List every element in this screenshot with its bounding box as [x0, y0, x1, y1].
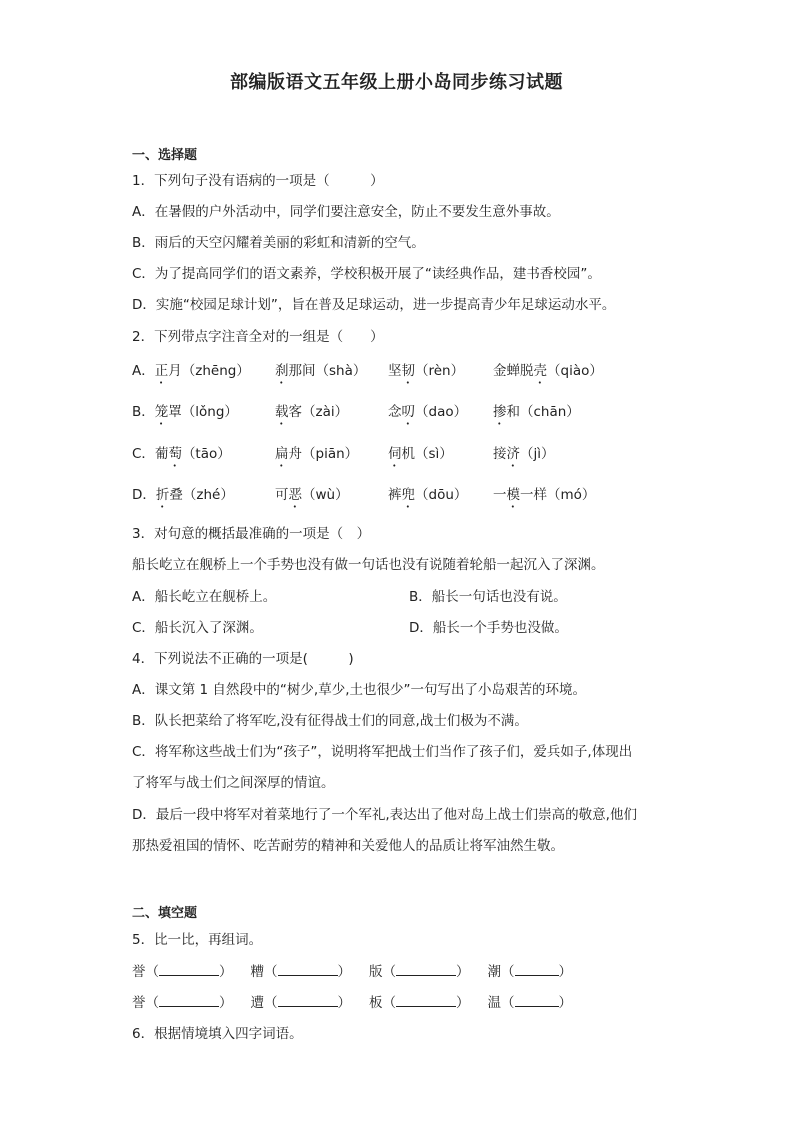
question-1-stem: 1．下列句子没有语病的一项是（ ） — [132, 173, 384, 189]
pinyin: （wù） — [302, 487, 349, 503]
question-3-option-b: B．船长一句话也没有说。 — [409, 589, 567, 605]
question-5-stem: 5．比一比，再组词。 — [132, 932, 263, 948]
question-4-option-d-line2: 那热爱祖国的情怀、吃苦耐劳的精神和关爱他人的品质让将军油然生敬。 — [132, 838, 564, 854]
question-2-word — [275, 444, 358, 470]
answer-blank[interactable] — [396, 961, 456, 976]
word-part: 念 — [388, 404, 402, 420]
question-4-option-a: A．课文第 1 自然段中的“树少,草少,土也很少”一句写出了小岛艰苦的环境。 — [132, 682, 586, 698]
question-2-stem: 2．下列带点字注音全对的一组是（ ） — [132, 329, 384, 345]
question-4-option-c-line2: 了将军与战士们之间深厚的情谊。 — [132, 775, 335, 791]
question-2-word — [388, 361, 464, 387]
dotted-char: 伺 — [388, 446, 402, 462]
dotted-char: 折 — [155, 487, 170, 503]
char-label: 誉（ — [132, 995, 159, 1011]
word-part: 葡 — [154, 446, 169, 462]
word-part: 机 — [401, 446, 415, 462]
word-part: 舟 — [288, 446, 302, 462]
question-2-word — [132, 485, 234, 511]
pinyin: （zhēng） — [181, 363, 250, 379]
pinyin: （dōu） — [415, 487, 468, 503]
word-part: 和 — [506, 404, 520, 420]
option-label: B． — [132, 404, 155, 420]
dotted-char: 萄 — [168, 446, 182, 462]
pinyin: （piān） — [302, 446, 359, 462]
question-2-word — [388, 402, 467, 428]
char-label: 版（ — [369, 964, 396, 980]
dotted-char: 刹 — [275, 363, 289, 379]
pinyin: （qiào） — [547, 363, 603, 379]
question-2-word — [493, 361, 603, 387]
question-6-stem: 6．根据情境填入四字词语。 — [132, 1026, 303, 1042]
word-part: 月 — [168, 363, 182, 379]
answer-blank[interactable] — [159, 961, 219, 976]
dotted-char: 济 — [506, 446, 520, 462]
pinyin: （tāo） — [181, 446, 231, 462]
section-heading-fill: 二、填空题 — [132, 906, 198, 921]
char-label: 温（ — [487, 995, 515, 1011]
char-label: 糟（ — [250, 964, 278, 980]
question-3-option-a: A．船长屹立在舰桥上。 — [132, 589, 277, 605]
dotted-char: 扁 — [275, 446, 289, 462]
char-label: 潮（ — [487, 964, 515, 980]
char-label: ） — [219, 995, 233, 1011]
question-2-word — [275, 402, 348, 428]
dotted-char: 载 — [275, 404, 289, 420]
pinyin: （sì） — [415, 446, 453, 462]
dotted-char: 笼 — [154, 404, 169, 420]
question-3-option-d: D．船长一个手势也没做。 — [409, 620, 568, 636]
word-part: 一 — [493, 487, 507, 503]
char-label: ） — [219, 964, 233, 980]
question-1-option-a: A．在暑假的户外活动中，同学们要注意安全，防止不要发生意外事故。 — [132, 204, 560, 220]
question-4-option-d-line1: D．最后一段中将军对着菜地行了一个军礼,表达出了他对岛上战士们崇高的敬意,他们 — [132, 807, 637, 823]
word-part: 叠 — [169, 487, 183, 503]
question-1-option-b: B．雨后的天空闪耀着美丽的彩虹和清新的空气。 — [132, 235, 425, 251]
pinyin: （lǒng） — [181, 404, 238, 420]
question-2-word — [388, 444, 453, 470]
pinyin: （chān） — [520, 404, 580, 420]
section-heading-choice: 一、选择题 — [132, 148, 198, 163]
answer-blank[interactable] — [159, 992, 219, 1007]
question-2-word — [132, 361, 250, 387]
word-part: 客 — [288, 404, 302, 420]
char-label: ） — [558, 995, 572, 1011]
pinyin: （shà） — [315, 363, 367, 379]
question-4-option-b: B．队长把菜给了将军吃,没有征得战士们的同意,战士们极为不满。 — [132, 713, 528, 729]
char-label: ） — [558, 964, 572, 980]
pinyin: （zhé） — [182, 487, 234, 503]
dotted-char: 恶 — [288, 487, 302, 503]
dotted-char: 兜 — [401, 487, 415, 503]
answer-blank[interactable] — [278, 961, 338, 976]
answer-blank[interactable] — [515, 992, 559, 1007]
char-label: ） — [456, 995, 470, 1011]
dotted-char: 壳 — [533, 363, 547, 379]
pinyin: （rèn） — [415, 363, 465, 379]
pinyin: （dao） — [415, 404, 468, 420]
char-label: 遭（ — [250, 995, 278, 1011]
word-part: 那间 — [288, 363, 316, 379]
char-label: ） — [337, 995, 351, 1011]
option-label: C． — [132, 446, 155, 462]
question-5-row-2 — [132, 992, 572, 1013]
char-label: 誉（ — [132, 964, 159, 980]
question-2-word — [275, 485, 349, 511]
word-part: 裤 — [388, 487, 402, 503]
char-label: ） — [456, 964, 470, 980]
question-1-option-d: D．实施“校园足球计划”，旨在普及足球运动，进一步提高青少年足球运动水平。 — [132, 297, 616, 313]
char-label: 板（ — [369, 995, 396, 1011]
question-4-option-c-line1: C．将军称这些战士们为“孩子”，说明将军把战士们当作了孩子们，爱兵如子,体现出 — [132, 744, 633, 760]
document-title: 部编版语文五年级上册小岛同步练习试题 — [230, 72, 563, 93]
dotted-char: 叨 — [401, 404, 415, 420]
question-3-option-c: C．船长沉入了深渊。 — [132, 620, 263, 636]
question-2-word — [132, 444, 231, 470]
answer-blank[interactable] — [278, 992, 338, 1007]
pinyin: （mó） — [547, 487, 596, 503]
question-2-word — [493, 444, 555, 470]
dotted-char: 模 — [506, 487, 520, 503]
pinyin: （jì） — [520, 446, 555, 462]
pinyin: （zài） — [302, 404, 349, 420]
word-part: 接 — [493, 446, 507, 462]
option-label: D． — [132, 487, 156, 503]
question-5-row-1 — [132, 961, 572, 982]
question-2-word — [493, 485, 595, 511]
word-part: 金蝉脱 — [493, 363, 534, 379]
word-part: 坚 — [388, 363, 402, 379]
word-part: 一样 — [520, 487, 547, 503]
answer-blank[interactable] — [396, 992, 456, 1007]
dotted-char: 韧 — [401, 363, 415, 379]
question-3-passage: 船长屹立在舰桥上一个手势也没有做一句话也没有说随着轮船一起沉入了深渊。 — [132, 557, 605, 573]
char-label: ） — [337, 964, 351, 980]
dotted-char: 正 — [154, 363, 169, 379]
word-part: 罩 — [168, 404, 182, 420]
dotted-char: 掺 — [493, 404, 507, 420]
option-label: A． — [132, 363, 155, 379]
question-2-word — [388, 485, 467, 511]
question-4-stem: 4．下列说法不正确的一项是( ) — [132, 651, 354, 667]
word-part: 可 — [275, 487, 289, 503]
question-1-option-c: C．为了提高同学们的语文素养，学校积极开展了“读经典作品，建书香校园”。 — [132, 266, 601, 282]
question-2-word — [275, 361, 366, 387]
question-3-stem: 3．对句意的概括最准确的一项是（ ） — [132, 526, 371, 542]
answer-blank[interactable] — [515, 961, 559, 976]
question-2-word — [132, 402, 238, 428]
question-2-word — [493, 402, 580, 428]
